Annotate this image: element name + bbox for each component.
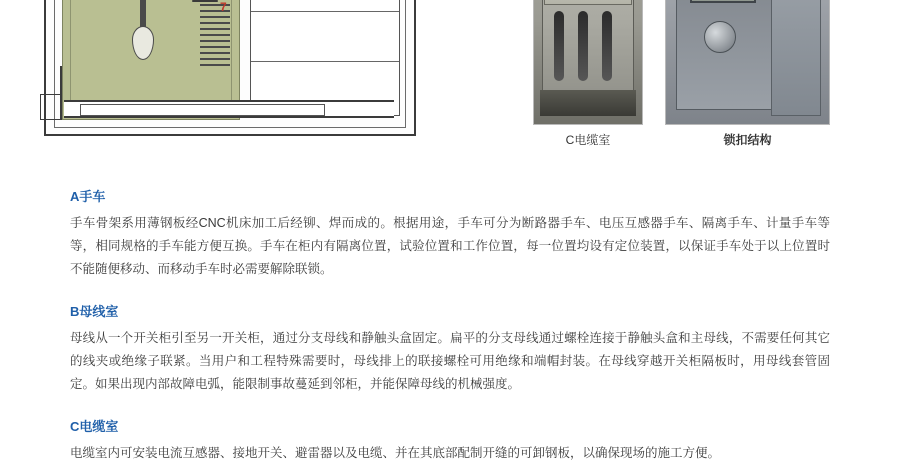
switchgear-line-drawing xyxy=(40,0,460,140)
lock-structure-photo xyxy=(665,0,830,125)
section-title-c: C电缆室 xyxy=(70,419,119,434)
drawing-bushing xyxy=(132,0,154,64)
lock-structure-caption: 锁扣结构 xyxy=(723,133,772,147)
cable-compartment-block xyxy=(533,0,643,148)
section-title-b: B母线室 xyxy=(70,304,119,319)
section-body-c: 电缆室内可安装电流互感器、接地开关、避雷器以及电缆、并在其底部配制开缝的可卸钢板，以确保现场的施工方便。 xyxy=(70,446,721,460)
drawing-right-panel xyxy=(250,0,400,116)
section-title-a: A手车 xyxy=(70,189,106,204)
article-body xyxy=(70,186,830,465)
figure-area xyxy=(0,0,900,160)
cable-compartment-photo xyxy=(533,0,643,125)
section-body-a: 手车骨架系用薄钢板经CNC机床加工后经铆、焊而成的。根据用途，手车可分为断路器手车、电压互感器手车、隔离手车、计量手车等等，相同规格的手车能方便互换。手车在柜内有隔离位置，试验位置和工作位置，每一位置均设有定位装置，以保证手车处于以上位置时不能随便移动、而移动手车时必需要解除联锁。 xyxy=(70,216,830,276)
section-body-b: 母线从一个开关柜引至另一开关柜，通过分支母线和静触头盒固定。扁平的分支母线通过螺栓连接于静触头盒和主母线，不需要任何其它的线夹或绝缘子联紧。当用户和工程特殊需要时，母线排上的联接螺栓可用绝缘和端帽封装。在母线穿越开关柜隔板时，用母线套管固定。如果出现内部故障电弧，能限制事故蔓延到邻柜，并能保障母线的机械强度。 xyxy=(70,331,830,391)
lock-structure-block xyxy=(665,0,830,148)
cable-compartment-caption: C电缆室 xyxy=(565,133,611,147)
drawing-label-7: 7 xyxy=(220,0,227,14)
drawing-rail-bracket xyxy=(40,94,62,120)
drawing-base-inner xyxy=(80,104,325,116)
